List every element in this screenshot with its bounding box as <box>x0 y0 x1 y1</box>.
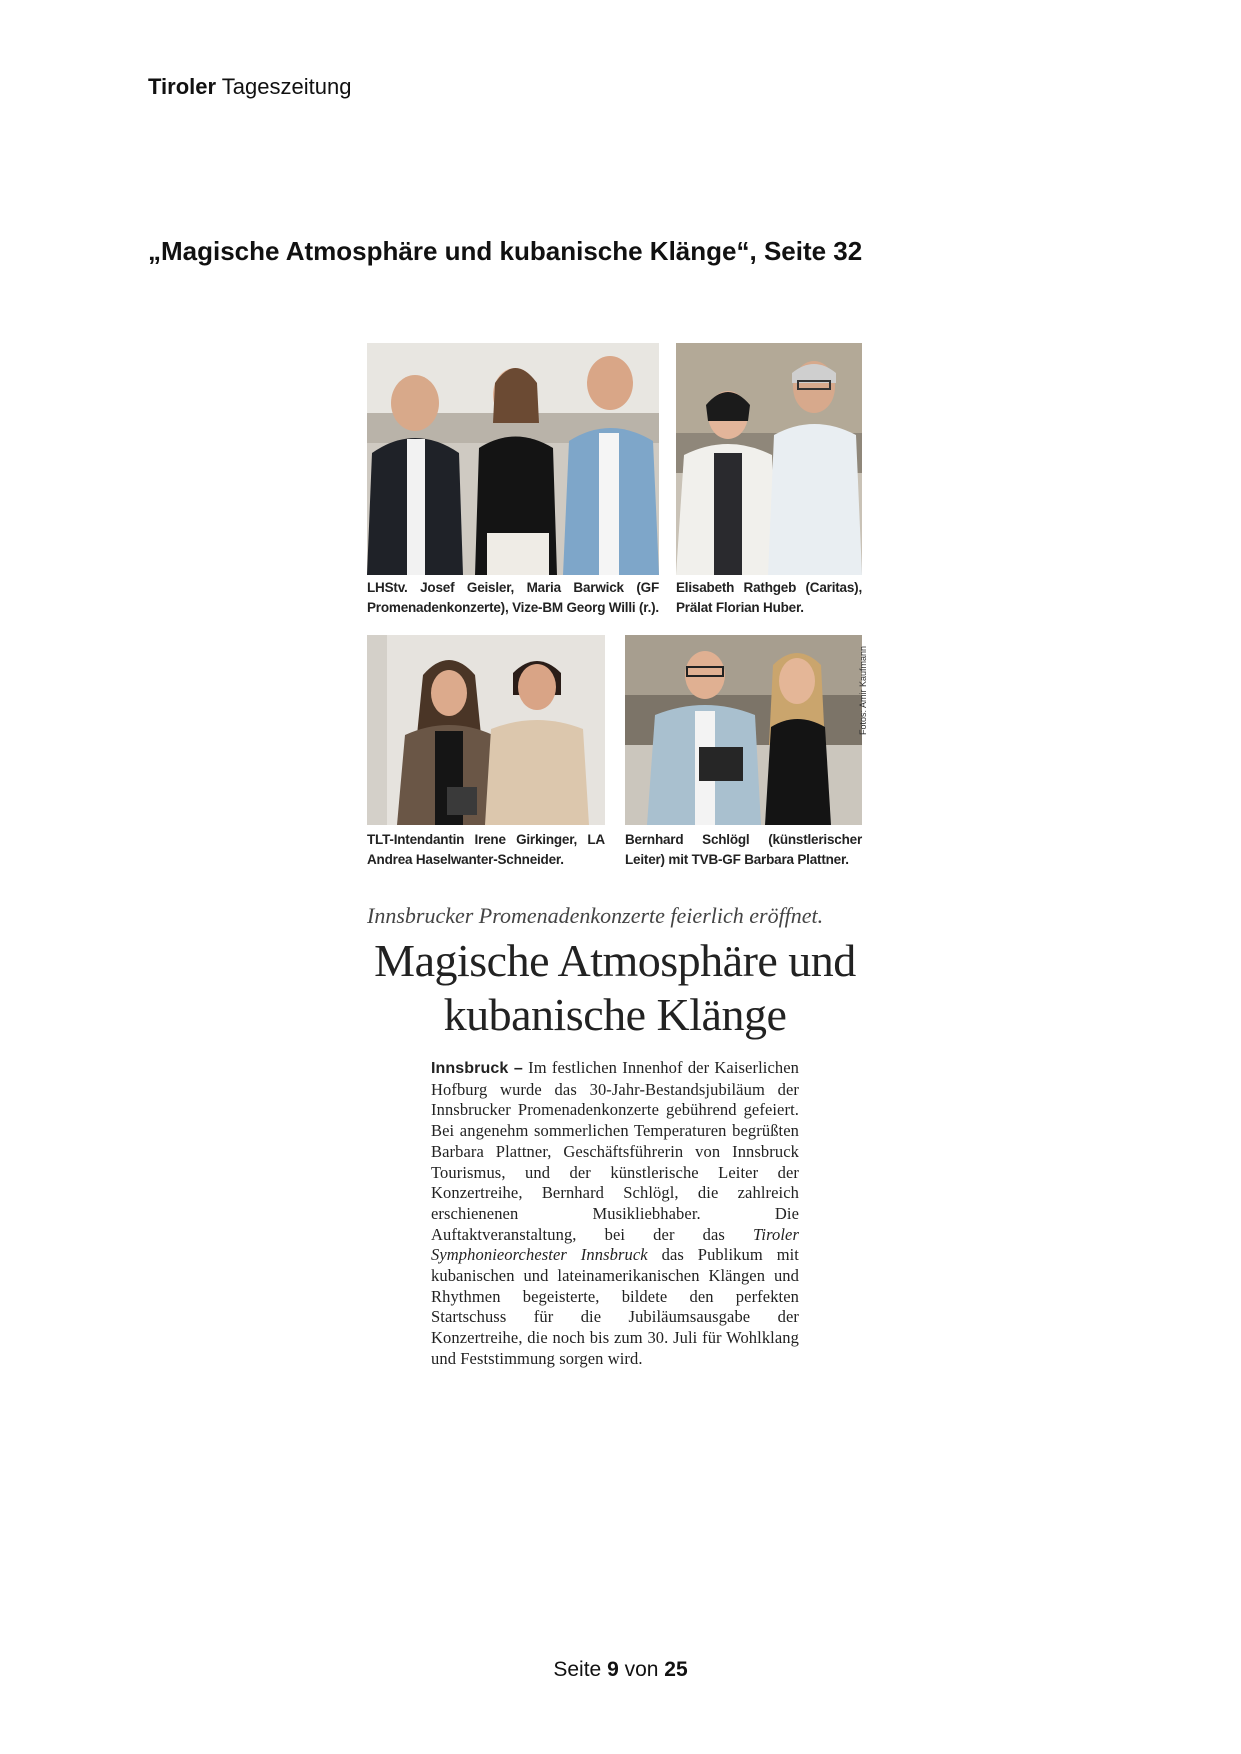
page-footer <box>0 1658 1241 1682</box>
photo-caption-1: LHStv. Josef Geisler, Maria Barwick (GF Promenadenkonzerte), Vize-BM Georg Willi (r.). <box>367 580 659 615</box>
photo-caption-2: Elisabeth Rathgeb (Caritas), Prälat Florian Huber. <box>676 580 862 615</box>
publication-masthead <box>148 74 351 100</box>
photo-girkinger-haselwanter <box>367 635 605 825</box>
footer-total-pages: 25 <box>664 1658 688 1681</box>
footer-page-number: 9 <box>607 1658 619 1681</box>
photo-credit: Fotos: Amir Kaufmann <box>858 645 868 735</box>
headline-line-2: kubanische Klänge <box>443 989 787 1040</box>
article-body <box>431 1058 799 1370</box>
article-orchestra-name: Tiroler Symphonieorchester Innsbruck <box>431 1224 799 1265</box>
photo-3-illustration <box>367 635 605 825</box>
photo-schloegl-plattner <box>625 635 862 825</box>
photo-1-illustration <box>367 343 659 575</box>
headline-line-1: Magische Atmosphäre und <box>374 935 856 986</box>
article-body-part-2: das Publikum mit kubanischen und lateinamerikanischen Klängen und Rhythmen begeisterte, bildete den perfekten Startschuss für die Jubiläumsausgabe der Konzertreihe, die noch bis zum 30. Juli für Wohlklang und Feststimmung sorgen wird. <box>431 1245 799 1368</box>
photo-rathgeb-huber <box>676 343 862 575</box>
photo-caption-4: Bernhard Schlögl (künstlerischer Leiter) mit TVB-GF Barbara Plattner. <box>625 832 862 867</box>
article-body-part-1: Im festlichen Innenhof der Kaiserlichen Hofburg wurde das 30-Jahr-Bestandsjubiläum der Innsbrucker Promenadenkonzerte gebührend gefeiert. Bei angenehm sommerlichen Temperaturen begrüßten Barbara Plattner, Geschäftsführerin von Innsbruck Tourismus, und der künstlerische Leiter der Konzertreihe, Bernhard Schlögl, die zahlreich erschienenen Musikliebhaber. Die Auftaktveranstaltung, bei der das <box>431 1058 799 1244</box>
publication-name-bold: Tiroler <box>148 74 217 99</box>
article-headline <box>360 934 870 1042</box>
footer-prefix: Seite <box>553 1658 608 1681</box>
clip-title: „Magische Atmosphäre und kubanische Klänge“, Seite 32 <box>148 236 863 266</box>
photo-geisler-barwick-willi <box>367 343 659 575</box>
article-dateline: Innsbruck – <box>431 1060 523 1077</box>
publication-name-rest: Tageszeitung <box>216 74 352 99</box>
photo-caption-3: TLT-Intendantin Irene Girkinger, LA Andrea Haselwanter-Schneider. <box>367 832 605 867</box>
article-kicker: Innsbrucker Promenadenkonzerte feierlich eröffnet. <box>367 903 824 928</box>
footer-middle: von <box>618 1658 665 1681</box>
photo-4-illustration <box>625 635 862 825</box>
photo-2-illustration <box>676 343 862 575</box>
